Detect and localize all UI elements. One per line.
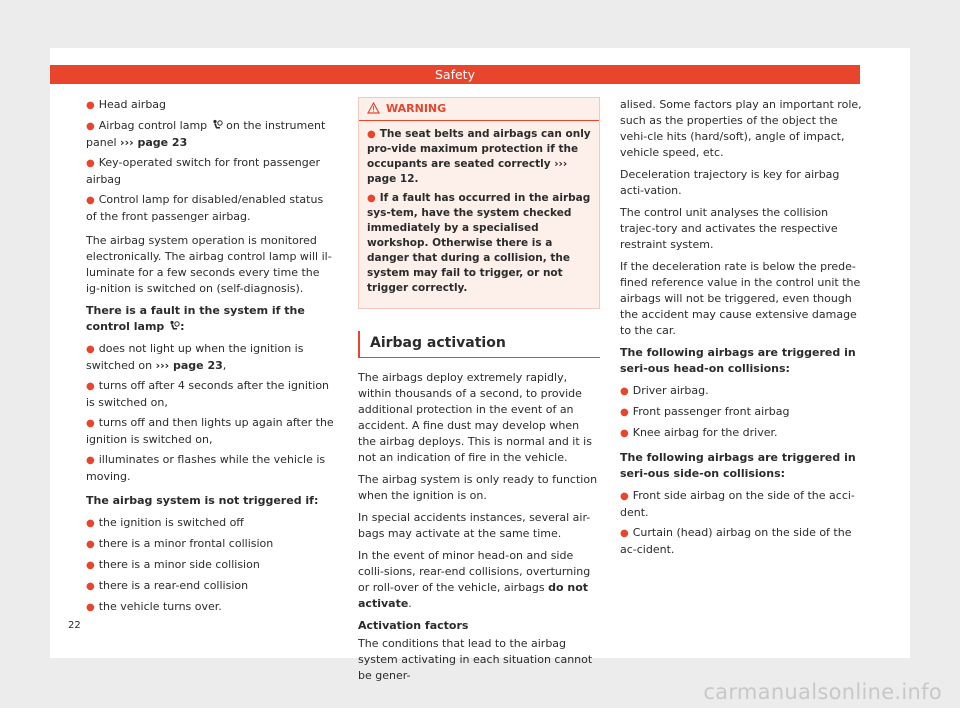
subheading: The following airbags are triggered in seri-ous head-on collisions: — [620, 346, 856, 375]
bullet-icon: ● — [86, 344, 95, 355]
warning-triangle-icon — [367, 102, 380, 114]
bullet-icon: ● — [86, 381, 95, 392]
list-item: ● Curtain (head) airbag on the side of the ac-cident. — [620, 526, 852, 556]
paragraph: In special accidents instances, several air-bags may activate at the same time. — [358, 511, 591, 540]
list-item: ● Driver airbag. — [620, 384, 709, 397]
bullet-icon: ● — [367, 129, 376, 140]
paragraph: The airbag system is only ready to function when the ignition is on. — [358, 473, 598, 502]
list-item: ● there is a minor side collision — [86, 558, 260, 571]
column-left — [86, 97, 336, 620]
list-item: ● Key-operated switch for front passenger airbag — [86, 156, 321, 186]
warning-header: WARNING — [359, 98, 599, 121]
warning-item: ● If a fault has occurred in the airbag sys-tem, have the system checked immediately by a specialised workshop. Otherwise there is a danger that during a collision, the system may fail to trigger, or not trigger correctly. — [367, 192, 591, 294]
warning-box — [358, 97, 600, 309]
section-header: Safety — [50, 65, 860, 84]
column-right — [620, 97, 862, 562]
bullet-icon: ● — [86, 581, 95, 592]
list-item: ● Front passenger front airbag — [620, 405, 790, 418]
list-item: ● the vehicle turns over. — [86, 600, 222, 613]
list-item: ● turns off and then lights up again after the ignition is switched on, — [86, 416, 334, 446]
subheading: The following airbags are triggered in seri-ous side-on collisions: — [620, 451, 856, 480]
watermark: carmanualsonline.info — [703, 680, 942, 704]
bullet-icon: ● — [620, 491, 629, 502]
bullet-icon: ● — [86, 158, 95, 169]
bullet-icon: ● — [86, 121, 95, 132]
bullet-icon: ● — [620, 528, 629, 539]
list-item: ● Front side airbag on the side of the acci-dent. — [620, 489, 855, 519]
subheading: There is a fault in the system if the control lamp : — [86, 304, 305, 333]
column-middle — [358, 97, 600, 690]
bullet-icon: ● — [620, 428, 629, 439]
paragraph: alised. Some factors play an important role, such as the properties of the object the vehi-cle hits (hard/soft), angle of impact, vehicle speed, etc. — [620, 98, 862, 159]
list-item: ● Head airbag — [86, 98, 167, 111]
bullet-icon: ● — [86, 602, 95, 613]
list-item: ● does not light up when the ignition is switched on ››› page 23, — [86, 342, 304, 372]
paragraph: The airbags deploy extremely rapidly, within thousands of a second, to provide additional protection in the event of an accident. A fine dust may develop when the airbag deploys. This is normal and it is not an indication of fire in the vehicle. — [358, 371, 592, 464]
airbag-lamp-icon — [211, 119, 223, 131]
paragraph: The control unit analyses the collision trajec-tory and activates the respective restraint system. — [620, 206, 838, 251]
list-item: ● there is a rear-end collision — [86, 579, 249, 592]
list-item: ● the ignition is switched off — [86, 516, 244, 529]
bullet-icon: ● — [86, 195, 95, 206]
list-item: ● Control lamp for disabled/enabled status of the front passenger airbag. — [86, 193, 324, 223]
subheading: The airbag system is not triggered if: — [86, 494, 319, 507]
paragraph: In the event of minor head-on and side colli-sions, rear-end collisions, overturning or roll-over of the vehicle, airbags do not activate. — [358, 549, 591, 610]
list-item: ● illuminates or flashes while the vehicle is moving. — [86, 453, 326, 483]
bullet-icon: ● — [86, 455, 95, 466]
page-number: 22 — [68, 620, 81, 631]
bullet-icon: ● — [86, 560, 95, 571]
bullet-icon: ● — [86, 539, 95, 550]
paragraph: The conditions that lead to the airbag system activating in each situation cannot be gener- — [358, 637, 593, 682]
bullet-icon: ● — [620, 386, 629, 397]
bullet-icon: ● — [86, 418, 95, 429]
airbag-lamp-icon — [168, 320, 180, 332]
paragraph: The airbag system operation is monitored electronically. The airbag control lamp will il-luminate for a few seconds every time the ig-nition is switched on (self-diagnosis). — [86, 234, 332, 295]
bullet-icon: ● — [86, 100, 95, 111]
list-item: ● Airbag control lamp on the instrument panel ››› page 23 — [86, 119, 326, 149]
list-item: ● Knee airbag for the driver. — [620, 426, 778, 439]
bullet-icon: ● — [86, 518, 95, 529]
warning-item: ● The seat belts and airbags can only pro-vide maximum protection if the occupants are seated correctly ››› page 12. — [367, 128, 591, 185]
paragraph: If the deceleration rate is below the prede-fined reference value in the control unit the airbags will not be triggered, even though the accident may cause extensive damage to the car. — [620, 260, 861, 337]
bullet-icon: ● — [620, 407, 629, 418]
section-title: Airbag activation — [358, 331, 600, 358]
list-item: ● turns off after 4 seconds after the ignition is switched on, — [86, 379, 330, 409]
paragraph: Deceleration trajectory is key for airbag acti-vation. — [620, 168, 840, 197]
subheading: Activation factors — [358, 619, 469, 632]
bullet-icon: ● — [367, 193, 376, 204]
list-item: ● there is a minor frontal collision — [86, 537, 274, 550]
